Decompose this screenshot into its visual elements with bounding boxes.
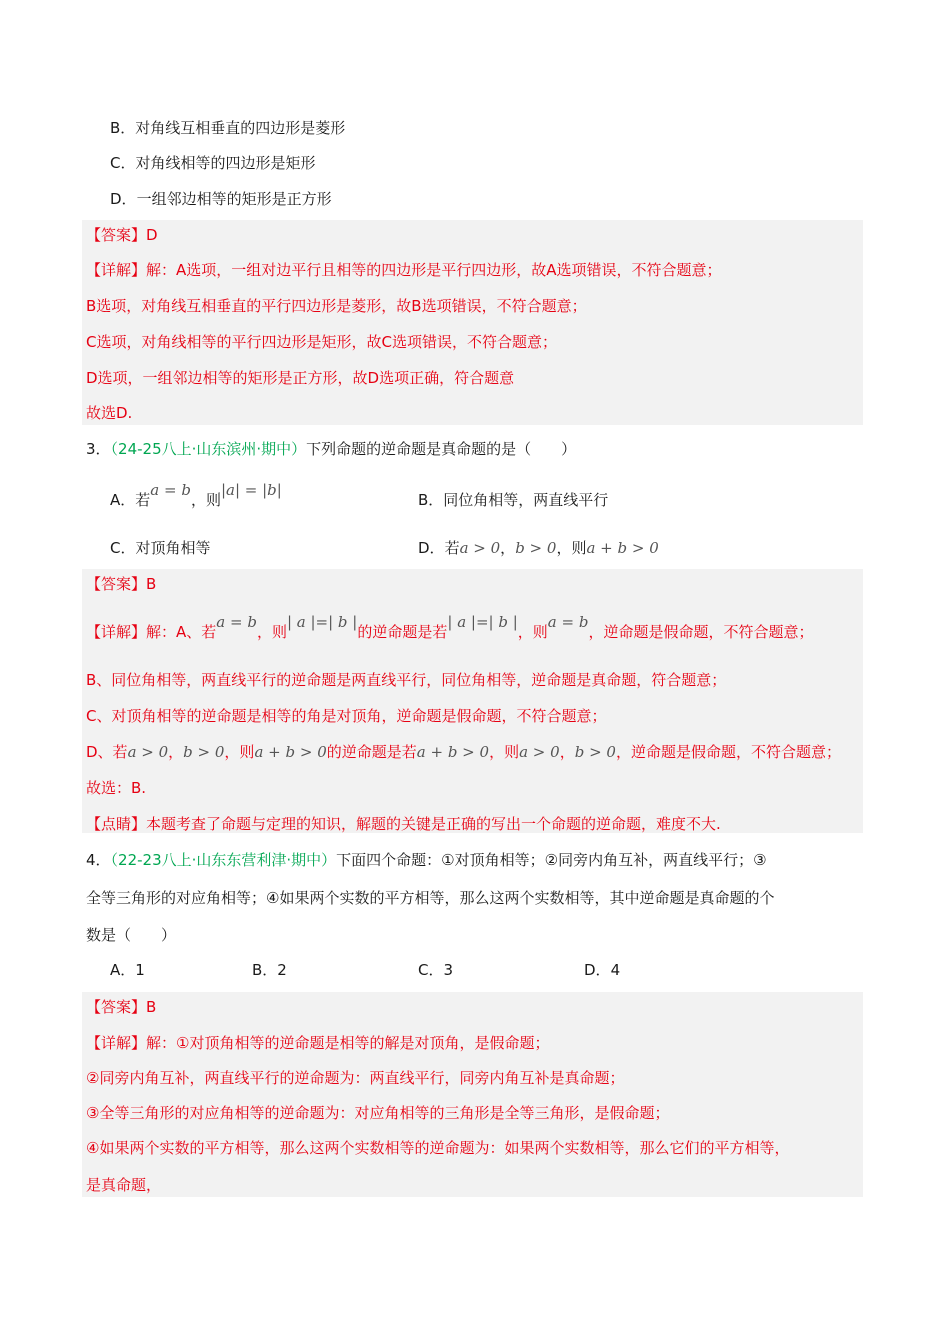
q4-detail-line-3: ③全等三角形的对应角相等的逆命题为：对应角相等的三角形是全等三角形，是假命题； [86, 1104, 670, 1122]
q4-detail-line-5: 是真命题， [86, 1176, 162, 1194]
q3-answer-box [82, 569, 863, 833]
option-text: 1 [135, 961, 145, 979]
math-expression: a > 0 [459, 539, 501, 557]
option-text: 4 [610, 961, 621, 979]
comment-text: 本题考查了命题与定理的知识，解题的关键是正确的写出一个命题的逆命题，难度不大. [146, 815, 721, 833]
answer-value: D [146, 226, 158, 244]
math-expression: b > 0 [515, 539, 557, 557]
math-expression: a = b [216, 613, 257, 631]
math-expression: a + b > 0 [254, 743, 327, 761]
q4-option-d [584, 960, 620, 980]
option-text: 同位角相等，两直线平行 [443, 491, 609, 509]
question-source: （24-25八上·山东滨州·期中） [110, 440, 307, 458]
option-text: 2 [277, 961, 287, 979]
option-letter: B． [110, 119, 136, 137]
option-text: 若 [135, 491, 151, 509]
math-expression: a > 0 [519, 743, 560, 761]
math-expression: a = b [547, 613, 589, 631]
q3-detail-line-c: C、对顶角相等的逆命题是相等的角是对顶角，逆命题是假命题，不符合题意； [86, 707, 607, 725]
q3-detail-line-a [86, 613, 814, 642]
q4-detail-line-2: ②同旁内角互补，两直线平行的逆命题为：两直线平行，同旁内角互补是真命题； [86, 1069, 625, 1087]
option-text: ，则 [190, 491, 221, 509]
q3-answer [86, 574, 156, 594]
q4-answer-box [82, 992, 863, 1197]
question-text: 下面四个命题：①对顶角相等；②同旁内角互补，两直线平行；③ [336, 851, 767, 869]
q4-stem-line-2: 全等三角形的对应角相等；④如果两个实数的平方相等，那么这两个实数相等，其中逆命题是真命题的个 [86, 889, 775, 907]
detail-text: 的逆命题是若 [357, 623, 448, 641]
detail-text: 的逆命题是若 [326, 743, 417, 761]
q4-stem-line-1 [86, 850, 767, 870]
math-expression: a = b [150, 481, 191, 499]
math-expression: | a |=| b | [447, 613, 518, 631]
detail-text: 解：①对顶角相等的逆命题是相等的解是对顶角，是假命题； [146, 1034, 550, 1052]
math-expression: a > 0 [127, 743, 169, 761]
q3-detail-line-b: B、同位角相等，两直线平行的逆命题是两直线平行，同位角相等，逆命题是真命题，符合题意； [86, 671, 727, 689]
math-expression: b > 0 [183, 743, 225, 761]
q3-option-a [110, 481, 282, 510]
question-text: 下列命题的逆命题是真命题的是（ ） [306, 440, 577, 458]
detail-label: 【详解】 [86, 1034, 147, 1052]
detail-text: ， [168, 743, 184, 761]
option-text: 对顶角相等 [135, 539, 211, 557]
math-expression: a + b > 0 [416, 743, 490, 761]
option-letter: D． [584, 961, 611, 979]
detail-label: 【详解】 [86, 623, 147, 641]
option-letter: B． [252, 961, 278, 979]
q2-detail-line-5: 故选D. [86, 404, 133, 422]
detail-text: ，逆命题是假命题，不符合题意； [615, 743, 841, 761]
q3-option-c [110, 538, 211, 558]
q2-option-b [110, 118, 345, 138]
q4-option-b [252, 960, 287, 980]
detail-text: ，则 [489, 743, 520, 761]
detail-text: ， [559, 743, 575, 761]
comment-label: 【点睛】 [86, 815, 147, 833]
q2-option-d [110, 189, 332, 209]
answer-label: 【答案】 [86, 998, 147, 1016]
detail-text: ，则 [256, 623, 287, 641]
option-letter: D． [418, 539, 445, 557]
option-letter: C． [110, 539, 136, 557]
q3-comment [86, 814, 721, 834]
question-number: 4． [86, 851, 111, 869]
q2-detail-line-2: B选项，对角线互相垂直的平行四边形是菱形，故B选项错误，不符合题意； [86, 297, 587, 315]
option-letter: D． [110, 190, 137, 208]
option-text: 若 [444, 539, 460, 557]
answer-label: 【答案】 [86, 226, 147, 244]
q2-answer [86, 225, 158, 245]
answer-value: B [146, 998, 157, 1016]
detail-text: ，则 [224, 743, 255, 761]
option-letter: A． [110, 491, 136, 509]
answer-value: B [146, 575, 157, 593]
q2-option-c [110, 153, 316, 173]
q3-stem [86, 439, 576, 459]
q4-detail-line-4: ④如果两个实数的平方相等，那么这两个实数相等的逆命题为：如果两个实数相等，那么它们的平方相等， [86, 1139, 790, 1157]
option-letter: A． [110, 961, 136, 979]
q4-answer [86, 997, 156, 1017]
detail-text: ，逆命题是假命题，不符合题意； [588, 623, 814, 641]
q3-detail-choose: 故选：B. [86, 779, 147, 797]
q4-option-a [110, 960, 145, 980]
q4-option-c [418, 960, 453, 980]
question-number: 3． [86, 440, 111, 458]
q2-answer-box [82, 220, 863, 425]
q3-option-d [418, 538, 659, 558]
question-source: （22-23八上·山东东营利津·期中） [110, 851, 337, 869]
math-expression: |a| = |b| [220, 481, 282, 499]
detail-text: ，则 [517, 623, 548, 641]
q3-option-b [418, 490, 608, 510]
option-text: 对角线互相垂直的四边形是菱形 [135, 119, 346, 137]
q4-detail-line-1 [86, 1033, 549, 1053]
option-letter: C． [418, 961, 444, 979]
option-text: 一组邻边相等的矩形是正方形 [136, 190, 332, 208]
q2-detail-line-1 [86, 260, 722, 280]
detail-text: 解：A选项，一组对边平行且相等的四边形是平行四边形，故A选项错误，不符合题意； [146, 261, 722, 279]
math-expression: a + b > 0 [586, 539, 659, 557]
detail-label: 【详解】 [86, 261, 147, 279]
option-text: 3 [443, 961, 454, 979]
q3-detail-line-d [86, 742, 841, 762]
q2-detail-line-4: D选项，一组邻边相等的矩形是正方形，故D选项正确，符合题意 [86, 369, 515, 387]
q2-detail-line-3: C选项，对角线相等的平行四边形是矩形，故C选项错误，不符合题意； [86, 333, 557, 351]
answer-label: 【答案】 [86, 575, 147, 593]
detail-text: 解：A、若 [146, 623, 217, 641]
detail-text: D、若 [86, 743, 128, 761]
option-letter: B． [418, 491, 444, 509]
option-text: ，则 [556, 539, 587, 557]
option-letter: C． [110, 154, 136, 172]
q4-stem-line-3: 数是（ ） [86, 926, 177, 944]
option-text: ， [500, 539, 516, 557]
math-expression: | a |=| b | [286, 613, 358, 631]
option-text: 对角线相等的四边形是矩形 [135, 154, 316, 172]
math-expression: b > 0 [574, 743, 616, 761]
